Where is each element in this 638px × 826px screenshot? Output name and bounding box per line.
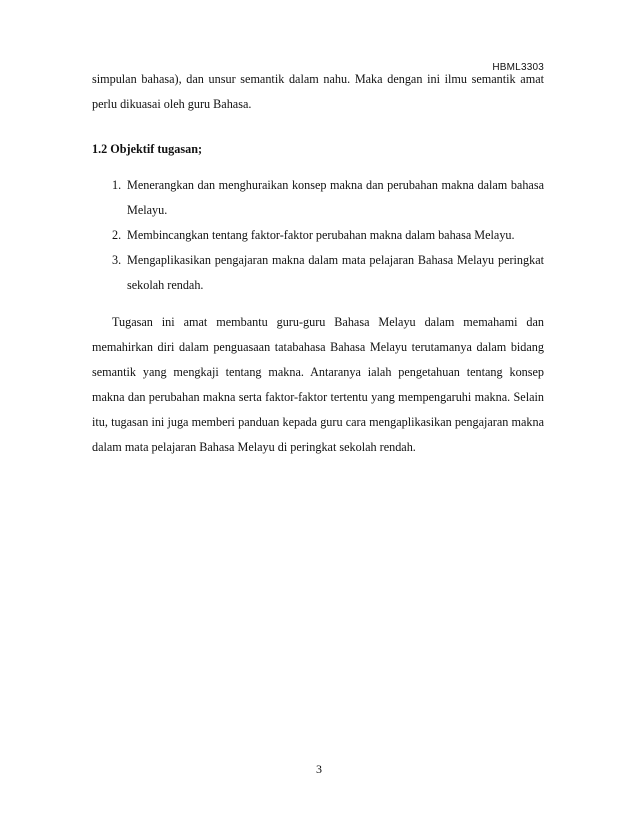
course-code-header: HBML3303 (492, 62, 544, 73)
objective-number: 3. (112, 253, 122, 267)
objective-item (92, 173, 544, 223)
objective-number: 2. (112, 228, 122, 242)
page-number: 3 (316, 762, 322, 776)
objective-text: Membincangkan tentang faktor-faktor perubahan makna dalam bahasa Melayu. (127, 228, 515, 242)
objective-text: Mengaplikasikan pengajaran makna dalam mata pelajaran Bahasa Melayu peringkat sekolah rendah. (127, 253, 544, 292)
objective-number: 1. (112, 178, 122, 192)
section-heading: 1.2 Objektif tugasan; (92, 142, 203, 156)
objective-item (92, 223, 544, 248)
objectives-list (92, 173, 544, 298)
objective-item (92, 248, 544, 298)
body-paragraph: Tugasan ini amat membantu guru-guru Bahasa Melayu dalam memahami dan memahirkan diri dalam penguasaan tatabahasa Bahasa Melayu terutamanya dalam bidang semantik yang mengkaji tentang makna. Antaranya ialah pengetahuan tentang konsep makna dan perubahan makna serta faktor-faktor tertentu yang mempengaruhi makna. Selain itu, tugasan ini juga memberi panduan kepada guru cara mengaplikasikan pengajaran makna dalam mata pelajaran Bahasa Melayu di peringkat sekolah rendah. (92, 315, 544, 454)
objective-text: Menerangkan dan menghuraikan konsep makna dan perubahan makna dalam bahasa Melayu. (127, 178, 544, 217)
intro-paragraph: simpulan bahasa), dan unsur semantik dalam nahu. Maka dengan ini ilmu semantik amat perlu dikuasai oleh guru Bahasa. (92, 72, 544, 111)
